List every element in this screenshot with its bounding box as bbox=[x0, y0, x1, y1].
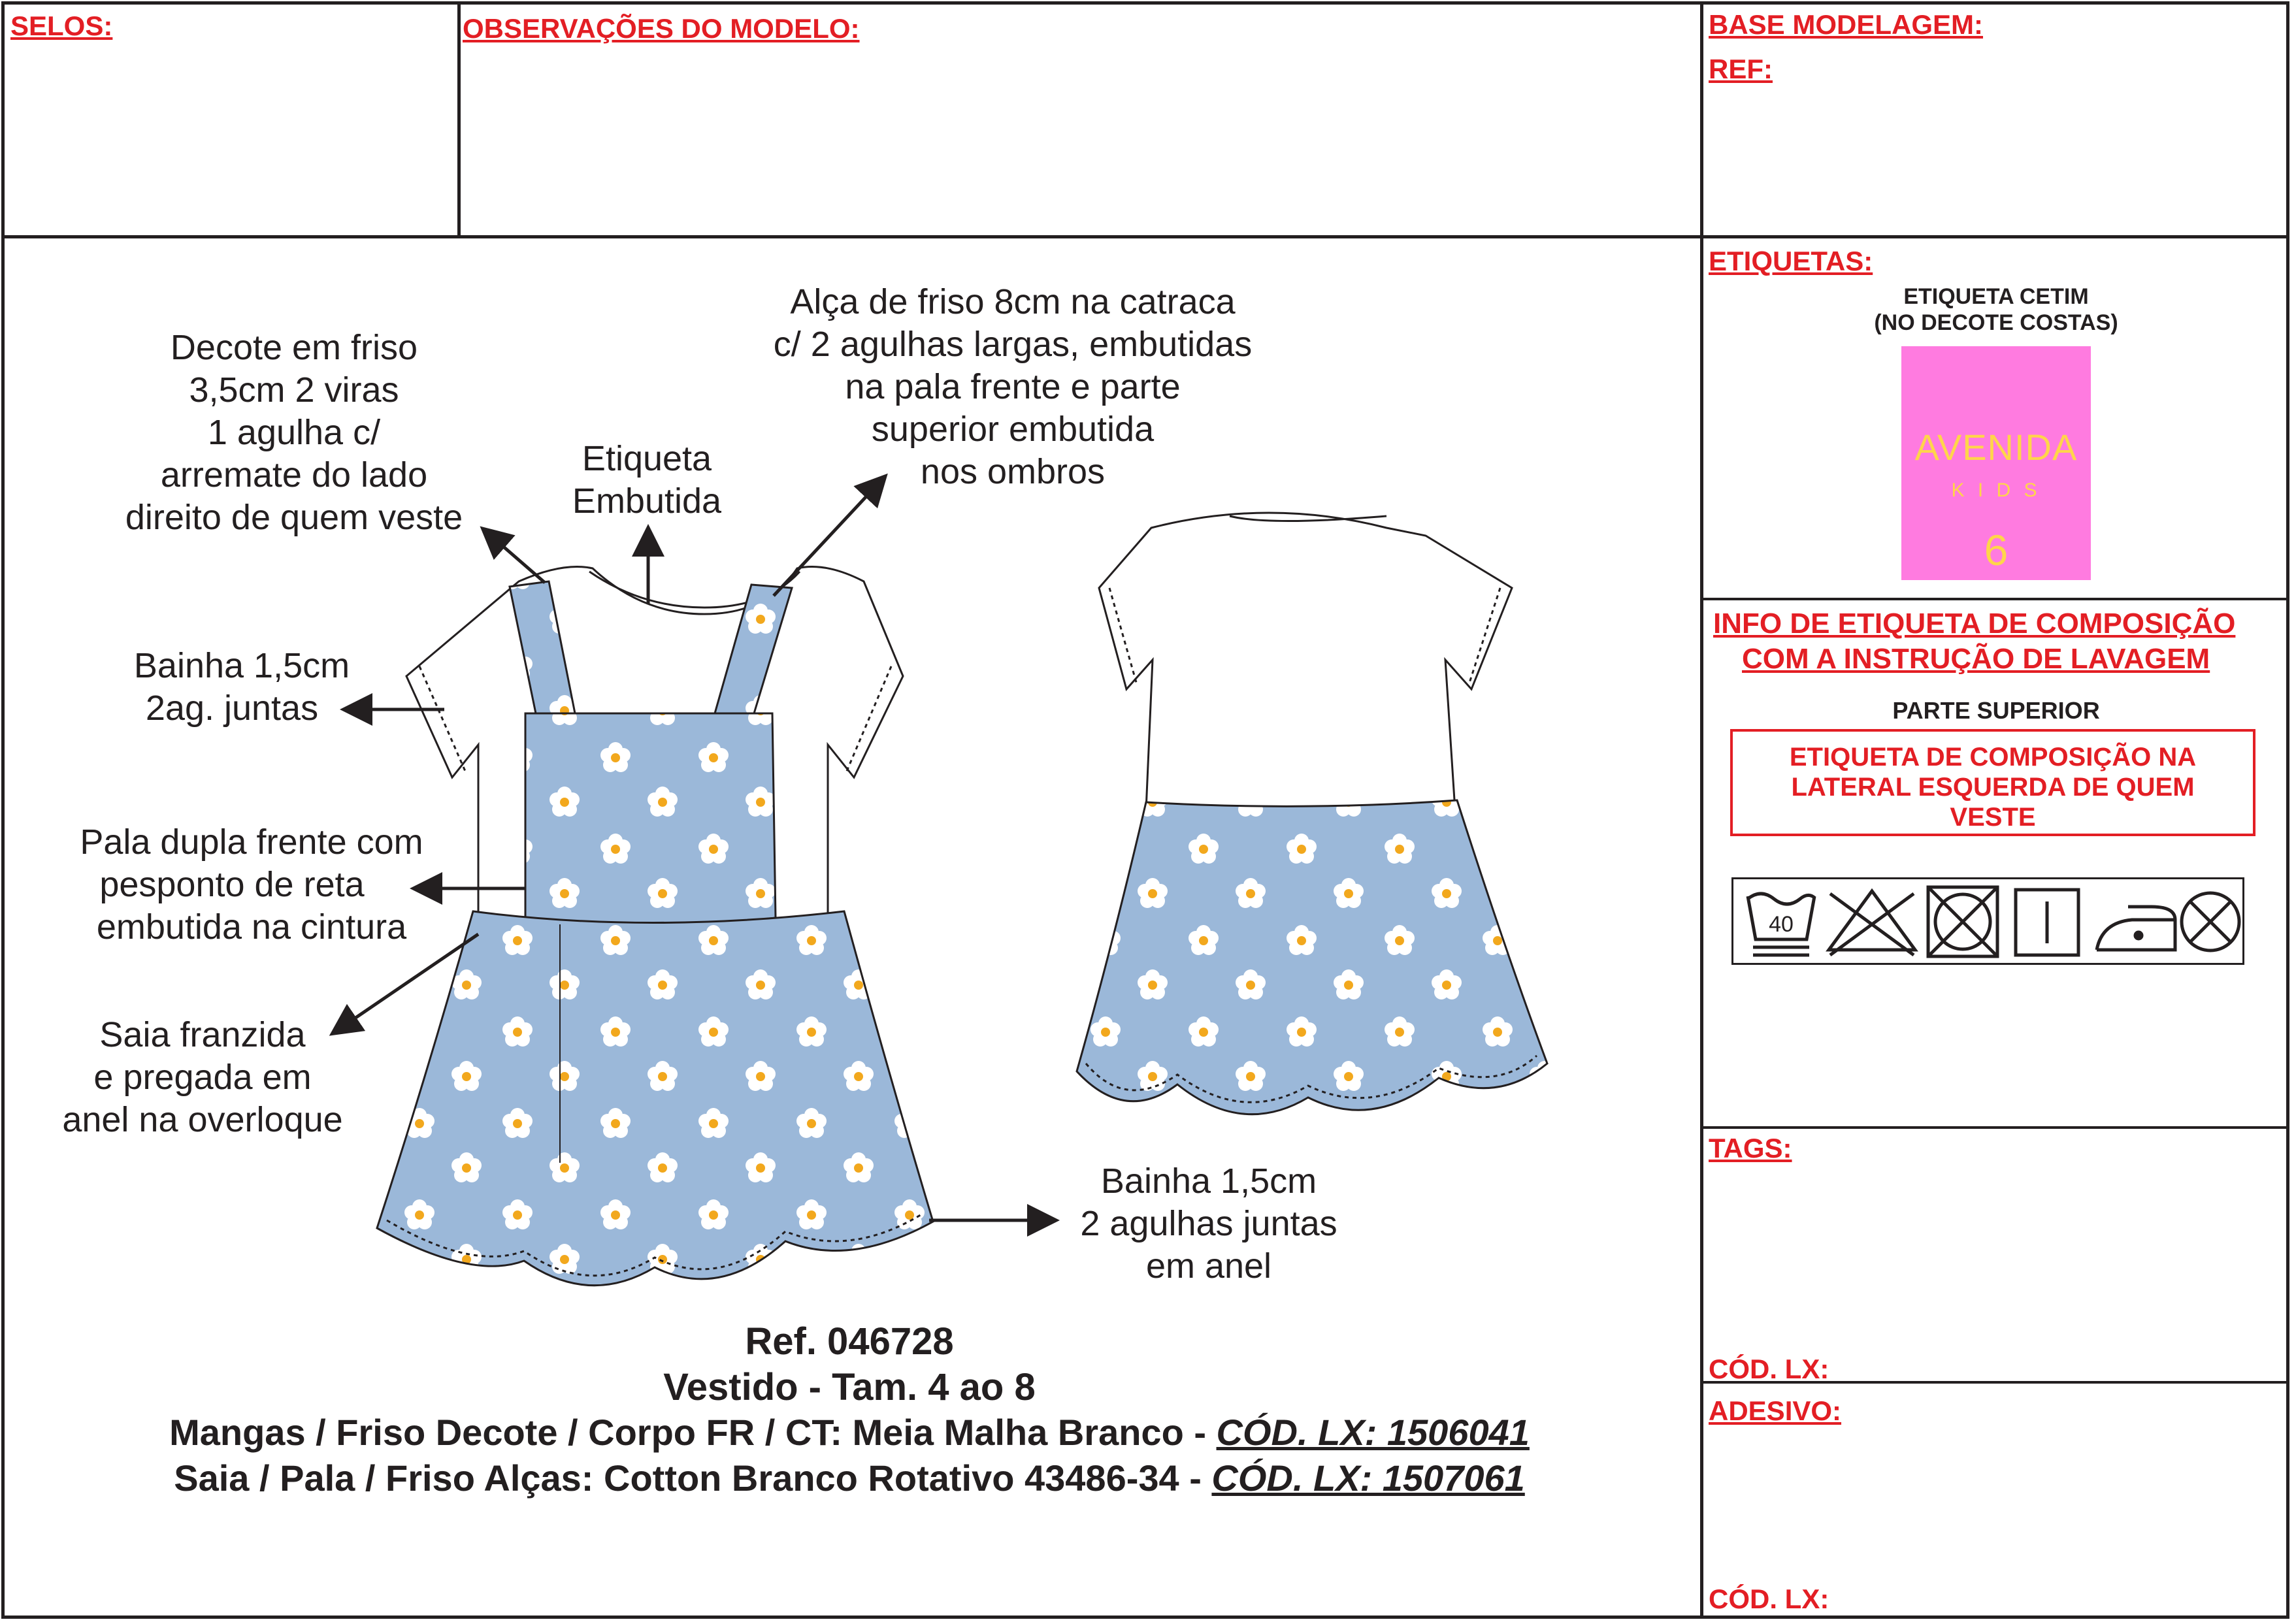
no-dry-clean-icon bbox=[2182, 893, 2239, 950]
material-line-2 bbox=[0, 1457, 1699, 1499]
note-etiqueta: Etiqueta Embutida bbox=[572, 439, 722, 521]
arrow-decote bbox=[485, 530, 545, 583]
note-pala: Pala dupla frente com pesponto de reta embutida na cintura bbox=[80, 822, 423, 947]
front-skirt bbox=[377, 911, 933, 1286]
material-line-2-text: Saia / Pala / Friso Alças: Cotton Branco Rotativo 43486-34 - bbox=[174, 1457, 1212, 1499]
composicao-line1: ETIQUETA DE COMPOSIÇÃO NA bbox=[1789, 743, 2197, 771]
sidebar-divider bbox=[1700, 3, 1703, 1619]
back-skirt bbox=[1077, 800, 1547, 1114]
brand-size: 6 bbox=[1984, 526, 2009, 574]
material-line-2-code: CÓD. LX: 1507061 bbox=[1211, 1457, 1525, 1499]
front-bib bbox=[525, 713, 776, 926]
line-dry-icon bbox=[2016, 890, 2078, 955]
no-tumble-dry-icon bbox=[1928, 887, 1997, 956]
parte-superior-label: PARTE SUPERIOR bbox=[1892, 697, 2100, 724]
adesivo-heading: ADESIVO: bbox=[1709, 1395, 1842, 1426]
brand-label bbox=[1901, 346, 2091, 580]
wash-temp: 40 bbox=[1769, 912, 1794, 937]
material-line-1-code: CÓD. LX: 1506041 bbox=[1216, 1412, 1530, 1453]
material-line-1-text: Mangas / Friso Decote / Corpo FR / CT: Meia Malha Branco - bbox=[169, 1412, 1217, 1453]
note-saia: Saia franzida e pregada em anel na overloque bbox=[62, 1015, 343, 1139]
base-modelagem-heading: BASE MODELAGEM: bbox=[1709, 9, 1983, 40]
note-decote: Decote em friso 3,5cm 2 viras 1 agulha c/ arremate do lado direito de quem veste bbox=[125, 328, 463, 537]
cetim-label-line2: (NO DECOTE COSTAS) bbox=[1874, 310, 2118, 335]
cod-lx-label-1: CÓD. LX: bbox=[1709, 1354, 1829, 1384]
info-heading-line2: COM A INSTRUÇÃO DE LAVAGEM bbox=[1742, 643, 2210, 675]
selos-heading: SELOS: bbox=[10, 10, 113, 41]
note-bainha-manga: Bainha 1,5cm 2ag. juntas bbox=[133, 646, 350, 728]
selos-divider bbox=[457, 3, 461, 236]
note-bainha-saia: Bainha 1,5cm 2 agulhas juntas em anel bbox=[1080, 1161, 1337, 1286]
no-bleach-icon bbox=[1829, 891, 1915, 955]
info-heading-line1: INFO DE ETIQUETA DE COMPOSIÇÃO bbox=[1713, 608, 2236, 640]
vestido-line: Vestido - Tam. 4 ao 8 bbox=[663, 1366, 1036, 1408]
composicao-line3: VESTE bbox=[1950, 803, 2036, 832]
back-tshirt bbox=[1099, 513, 1512, 810]
sidebar-rule-2 bbox=[1701, 1126, 2289, 1129]
material-line-1 bbox=[0, 1411, 1699, 1453]
observacoes-heading: OBSERVAÇÕES DO MODELO: bbox=[463, 13, 860, 44]
iron-low-icon bbox=[2097, 907, 2175, 950]
front-view bbox=[377, 567, 933, 1286]
composicao-line2: LATERAL ESQUERDA DE QUEM bbox=[1791, 773, 2195, 802]
tags-heading: TAGS: bbox=[1709, 1133, 1792, 1163]
composicao-box bbox=[1730, 729, 2255, 836]
ref-heading: REF: bbox=[1709, 54, 1773, 84]
note-alca: Alça de friso 8cm na catraca c/ 2 agulhas largas, embutidas na pala frente e parte superior embutida nos ombros bbox=[773, 282, 1253, 491]
sidebar-rule-1 bbox=[1701, 598, 2289, 600]
back-view bbox=[1077, 513, 1547, 1114]
brand-sub: K I D S bbox=[1951, 479, 2041, 501]
brand-name: AVENIDA bbox=[1914, 427, 2078, 468]
ref-line: Ref. 046728 bbox=[745, 1320, 954, 1363]
care-symbols bbox=[1731, 877, 2244, 965]
cod-lx-label-2: CÓD. LX: bbox=[1709, 1583, 1829, 1614]
etiquetas-heading: ETIQUETAS: bbox=[1709, 246, 1873, 276]
cetim-label-line1: ETIQUETA CETIM bbox=[1903, 284, 2089, 309]
